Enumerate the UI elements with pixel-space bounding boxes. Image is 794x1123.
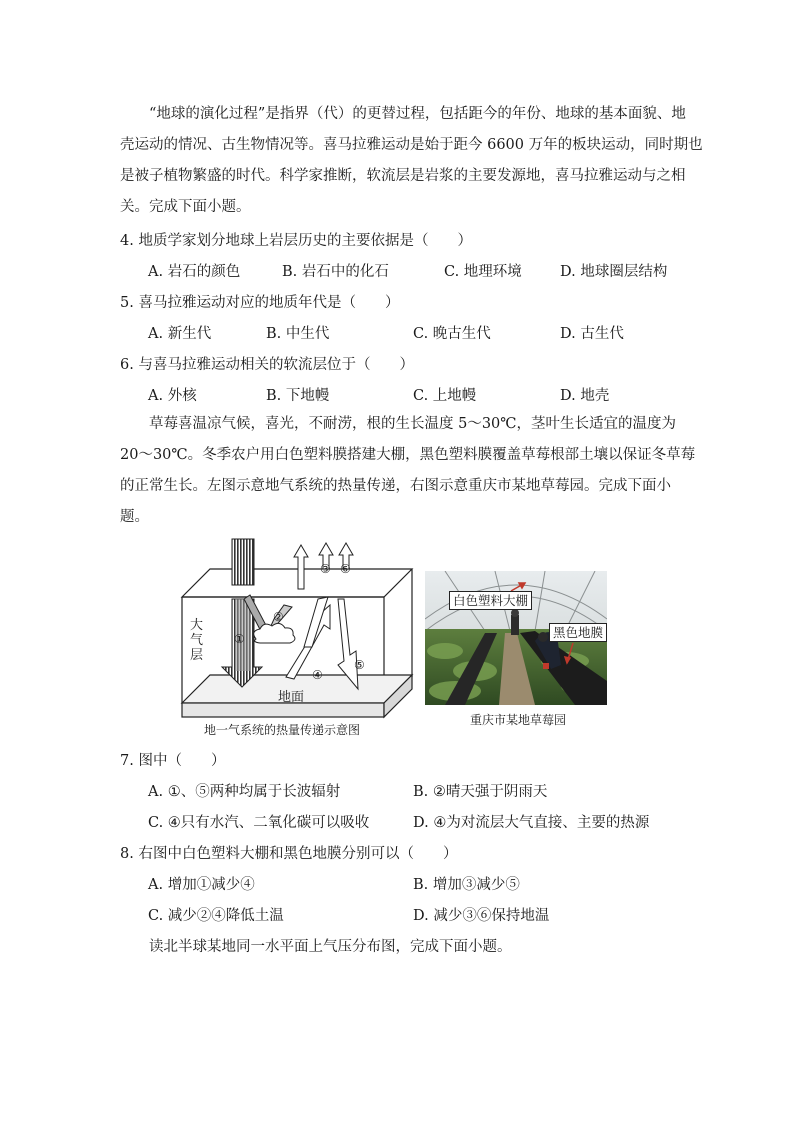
passage-line: 草莓喜温凉气候，喜光，不耐涝，根的生长温度 5～30℃，茎叶生长适宜的温度为 (149, 416, 677, 432)
ground-label: 地面 (278, 690, 305, 705)
passage-line: 壳运动的情况、古生物情况等。喜马拉雅运动是始于距今 6600 万年的板块运动，同时期也 (120, 137, 703, 153)
question-7-option-a[interactable]: A. ①、⑤两种均属于长波辐射 (148, 784, 341, 800)
passage-line: 的正常生长。左图示意地气系统的热量传递，右图示意重庆市某地草莓园。完成下面小 (120, 478, 671, 494)
question-8-option-b[interactable]: B. 增加③减少⑤ (413, 877, 520, 893)
question-4-option-c[interactable]: C. 地理环境 (444, 264, 522, 280)
question-5-option-b[interactable]: B. 中生代 (266, 326, 330, 342)
right-figure-caption: 重庆市某地草莓园 (470, 713, 567, 727)
atmosphere-label-1: 大 (190, 618, 204, 633)
question-8-option-c[interactable]: C. 减少②④降低土温 (148, 908, 284, 924)
passage-line: 20～30℃。冬季农户用白色塑料膜搭建大棚，黑色塑料膜覆盖草莓根部土壤以保证冬草莓 (120, 447, 696, 463)
atmosphere-label-3: 层 (190, 648, 204, 663)
question-5-option-a[interactable]: A. 新生代 (148, 326, 212, 342)
arrow-2-label: ② (273, 610, 284, 624)
arrow-5-label: ⑤ (354, 658, 365, 672)
question-6-option-d[interactable]: D. 地壳 (560, 388, 610, 404)
question-7-stem: 7. 图中（ ） (120, 753, 226, 769)
question-7-option-b[interactable]: B. ②晴天强于阴雨天 (413, 784, 548, 800)
question-6-option-c[interactable]: C. 上地幔 (413, 388, 477, 404)
question-4-option-a[interactable]: A. 岩石的颜色 (148, 264, 241, 280)
passage-line: 题。 (120, 509, 149, 525)
strawberry-greenhouse-photo (425, 571, 607, 705)
greenhouse-label: 白色塑料大棚 (449, 591, 532, 610)
question-6-option-a[interactable]: A. 外核 (148, 388, 197, 404)
question-8-stem: 8. 右图中白色塑料大棚和黑色地膜分别可以（ ） (120, 846, 458, 862)
question-5-option-c[interactable]: C. 晚古生代 (413, 326, 491, 342)
arrow-3-label: ③ (320, 562, 331, 576)
passage-line: 是被子植物繁盛的时代。科学家推断，软流层是岩浆的主要发源地，喜马拉雅运动与之相 (120, 168, 686, 184)
question-6-option-b[interactable]: B. 下地幔 (266, 388, 330, 404)
passage-earth-evolution (120, 99, 703, 223)
passage-line: 关。完成下面小题。 (120, 199, 251, 215)
question-7-option-d[interactable]: D. ④为对流层大气直接、主要的热源 (413, 815, 650, 831)
question-4-stem: 4. 地质学家划分地球上岩层历史的主要依据是（ ） (120, 233, 472, 249)
question-7-option-c[interactable]: C. ④只有水汽、二氧化碳可以吸收 (148, 815, 370, 831)
question-8-option-a[interactable]: A. 增加①减少④ (148, 877, 255, 893)
question-8-option-d[interactable]: D. 减少③⑥保持地温 (413, 908, 550, 924)
question-5-option-d[interactable]: D. 古生代 (560, 326, 624, 342)
passage-strawberry (120, 409, 696, 533)
question-4-option-d[interactable]: D. 地球圈层结构 (560, 264, 668, 280)
question-5-stem: 5. 喜马拉雅运动对应的地质年代是（ ） (120, 295, 400, 311)
arrow-4-label: ④ (312, 668, 323, 682)
question-4-option-b[interactable]: B. 岩石中的化石 (282, 264, 389, 280)
black-film-label: 黑色地膜 (549, 623, 607, 642)
question-6-stem: 6. 与喜马拉雅运动相关的软流层位于（ ） (120, 357, 414, 373)
arrow-1-label: ① (234, 632, 245, 646)
atmosphere-label-2: 气 (190, 633, 204, 648)
passage-line: “地球的演化过程”是指界（代）的更替过程，包括距今的年份、地球的基本面貌、地 (149, 106, 686, 122)
passage-pressure-map: 读北半球某地同一水平面上气压分布图，完成下面小题。 (149, 939, 512, 955)
heat-transfer-diagram (180, 537, 416, 720)
left-figure-caption: 地一气系统的热量传递示意图 (204, 723, 361, 737)
arrow-6-label: ⑥ (340, 562, 351, 576)
